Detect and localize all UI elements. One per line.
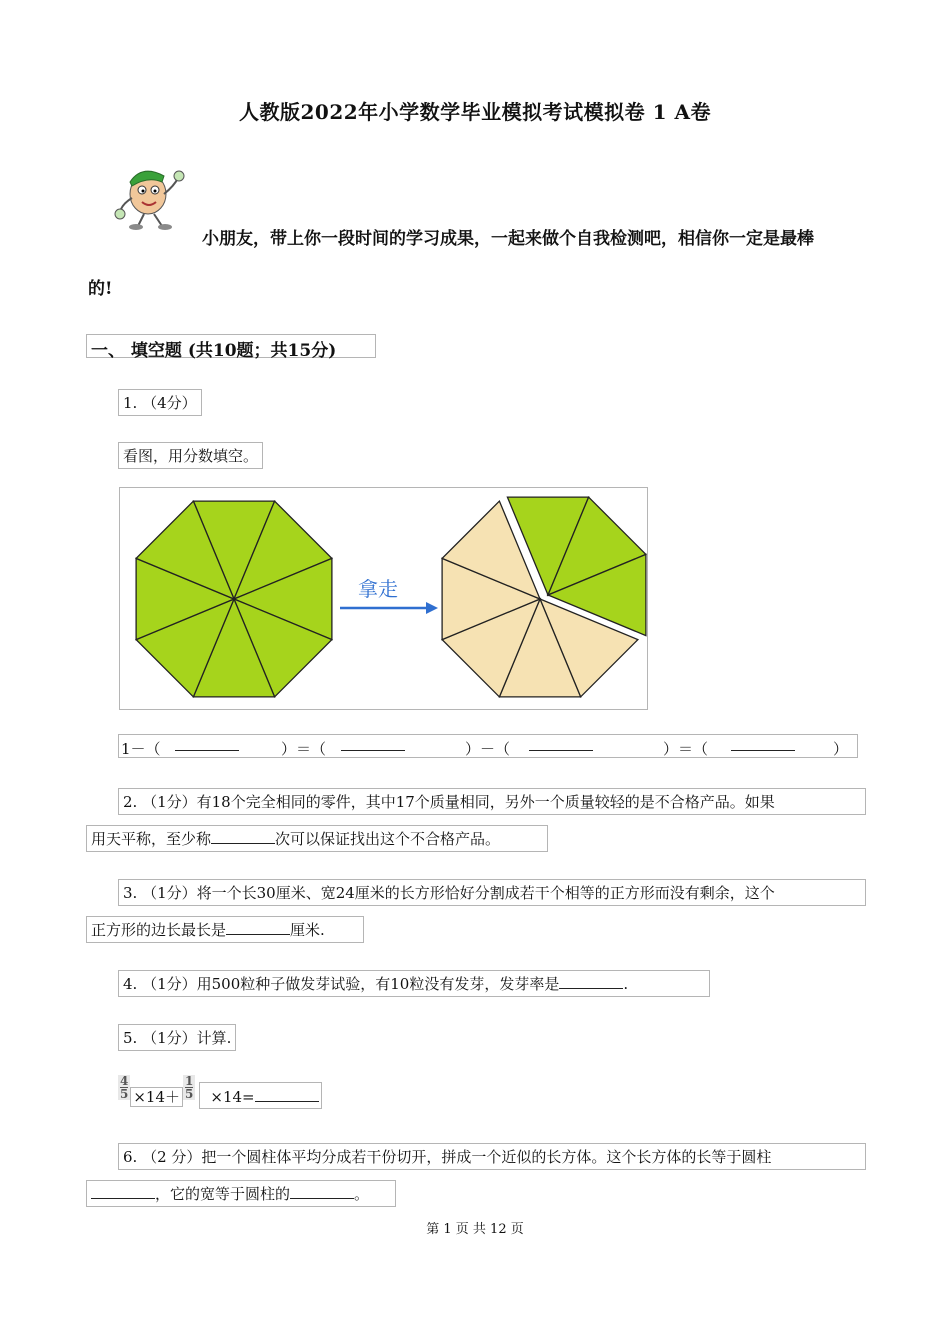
q2-text-b: 次可以保证找出这个不合格产品。 [275,830,501,848]
q4-answer-blank[interactable] [559,974,623,989]
q4-line [118,970,710,997]
q5-end: ×14= [210,1087,255,1106]
q6-line-2 [86,1180,396,1207]
eq-part-3: ）－（ [465,740,511,758]
eq-part-2: ）＝（ [281,740,327,758]
q2-answer-blank[interactable] [211,829,275,844]
answer-blank-1[interactable] [175,736,239,755]
q3-line-2 [86,916,364,943]
q3-answer-blank[interactable] [226,920,290,935]
frac1-numerator: 4 [120,1074,129,1088]
octagon-with-removed-pieces [442,497,646,697]
frac2-numerator: 1 [185,1074,194,1088]
eq-part-5: ） [833,740,849,758]
q1-header: 1. （4分） [118,389,202,416]
page-title: 人教版2022年小学数学毕业模拟考试模拟卷 1 A卷 [238,100,712,124]
answer-blank-4[interactable] [731,736,795,755]
q5-expression [118,1075,322,1111]
q1-equation [118,734,858,758]
octagon-figure [120,488,647,709]
q4-tail: . [623,975,629,993]
intro-line-2: 的! [88,279,113,299]
q5-end-box [199,1082,321,1109]
mascot-illustration [112,160,192,232]
mascot-icon [112,160,192,232]
q1-figure [119,487,648,710]
q6-text-a: ，它的宽等于圆柱的 [155,1185,291,1203]
frac2-denominator: 5 [185,1087,194,1101]
page-footer: 第 1 页 共 12 页 [426,1222,524,1237]
full-octagon [136,501,332,697]
q2-line-2 [86,825,548,852]
q6-answer-blank-1[interactable] [91,1184,155,1199]
q2-line-1: 2. （1分）有18个完全相同的零件，其中17个质量相同，另外一个质量较轻的是不合格产品。如果 [118,788,866,815]
eq-part-4: ）＝（ [663,740,709,758]
q6-answer-blank-2[interactable] [290,1184,354,1199]
answer-blank-2[interactable] [341,736,405,755]
answer-blank-3[interactable] [529,736,593,755]
q3-text-a: 正方形的边长最长是 [91,921,227,939]
fraction-4-5 [118,1075,130,1100]
q6-line-1: 6. （2 分）把一个圆柱体平均分成若干份切开，拼成一个近似的长方体。这个长方体的长等于圆柱 [118,1143,866,1170]
q5-answer-blank[interactable] [255,1087,319,1102]
q3-text-b: 厘米. [290,921,325,939]
q5-mid: ×14＋ [130,1087,183,1107]
frac1-denominator: 5 [120,1087,129,1101]
arrow-head-icon [426,602,438,614]
fraction-1-5 [183,1075,195,1100]
eq-part-1: 1－（ [121,740,161,758]
q6-text-b: 。 [354,1185,370,1203]
q2-text-a: 用天平称，至少称 [91,830,212,848]
intro-line-1: 小朋友，带上你一段时间的学习成果，一起来做个自我检测吧，相信你一定是最棒 [202,229,814,249]
section-heading-fill-in: 一、 填空题 (共10题；共15分) [86,334,376,358]
arrow-label: 拿走 [358,577,398,601]
q5-header: 5. （1分）计算. [118,1024,236,1051]
q4-text: 4. （1分）用500粒种子做发芽试验，有10粒没有发芽，发芽率是 [123,975,560,993]
q1-prompt: 看图，用分数填空。 [118,442,263,469]
q3-line-1: 3. （1分）将一个长30厘米、宽24厘米的长方形恰好分割成若干个相等的正方形而没有剩余，这个 [118,879,866,906]
